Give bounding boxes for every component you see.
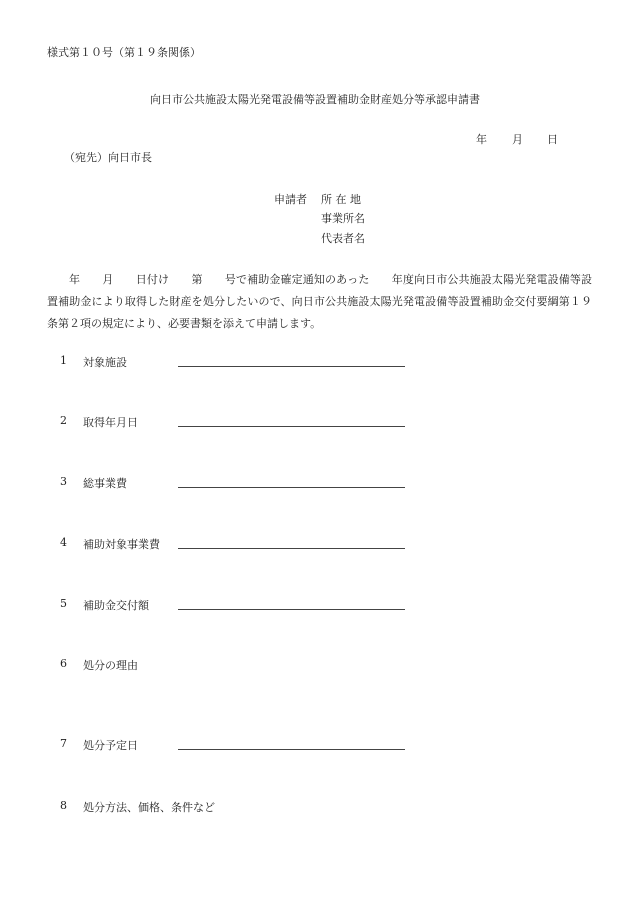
date-year-label: 年 xyxy=(476,133,487,146)
addressee: （宛先）向日市長 xyxy=(64,151,152,164)
applicant-label: 申請者 xyxy=(274,193,307,206)
item-label: 総事業費 xyxy=(83,477,127,490)
item-label: 補助対象事業費 xyxy=(83,538,160,551)
item-label: 処分の理由 xyxy=(83,659,138,672)
document-title: 向日市公共施設太陽光発電設備等設置補助金財産処分等承認申請書 xyxy=(150,93,480,106)
date-day-label: 日 xyxy=(547,133,558,146)
item-number: 8 xyxy=(60,799,67,812)
applicant-business-name-label: 事業所名 xyxy=(321,212,365,225)
item-label: 処分方法、価格、条件など xyxy=(83,801,215,814)
item-label: 対象施設 xyxy=(83,356,127,369)
applicant-address-label: 所 在 地 xyxy=(321,193,361,206)
item-number: 5 xyxy=(60,597,67,610)
fill-in-line[interactable] xyxy=(178,366,405,367)
fill-in-line[interactable] xyxy=(178,609,405,610)
form-number: 様式第１０号（第１９条関係） xyxy=(47,46,201,59)
body-paragraph: 年 月 日付け 第 号で補助金確定通知のあった 年度向日市公共施設太陽光発電設備等設置補助金により取得した財産を処分したいので、向日市公共施設太陽光発電設備等設置補助金交付要綱第１９条第２項の規定により、必要書類を添えて申請します。 xyxy=(47,273,592,330)
item-label: 補助金交付額 xyxy=(83,599,149,612)
item-number: 2 xyxy=(60,414,67,427)
item-number: 7 xyxy=(60,737,67,750)
item-number: 3 xyxy=(60,475,67,488)
fill-in-line[interactable] xyxy=(178,749,405,750)
applicant-representative-label: 代表者名 xyxy=(321,232,365,245)
item-label: 処分予定日 xyxy=(83,739,138,752)
fill-in-line[interactable] xyxy=(178,426,405,427)
fill-in-line[interactable] xyxy=(178,548,405,549)
date-month-label: 月 xyxy=(512,133,523,146)
fill-in-line[interactable] xyxy=(178,487,405,488)
item-number: 1 xyxy=(60,354,67,367)
item-number: 6 xyxy=(60,657,67,670)
item-label: 取得年月日 xyxy=(83,416,138,429)
item-number: 4 xyxy=(60,536,67,549)
